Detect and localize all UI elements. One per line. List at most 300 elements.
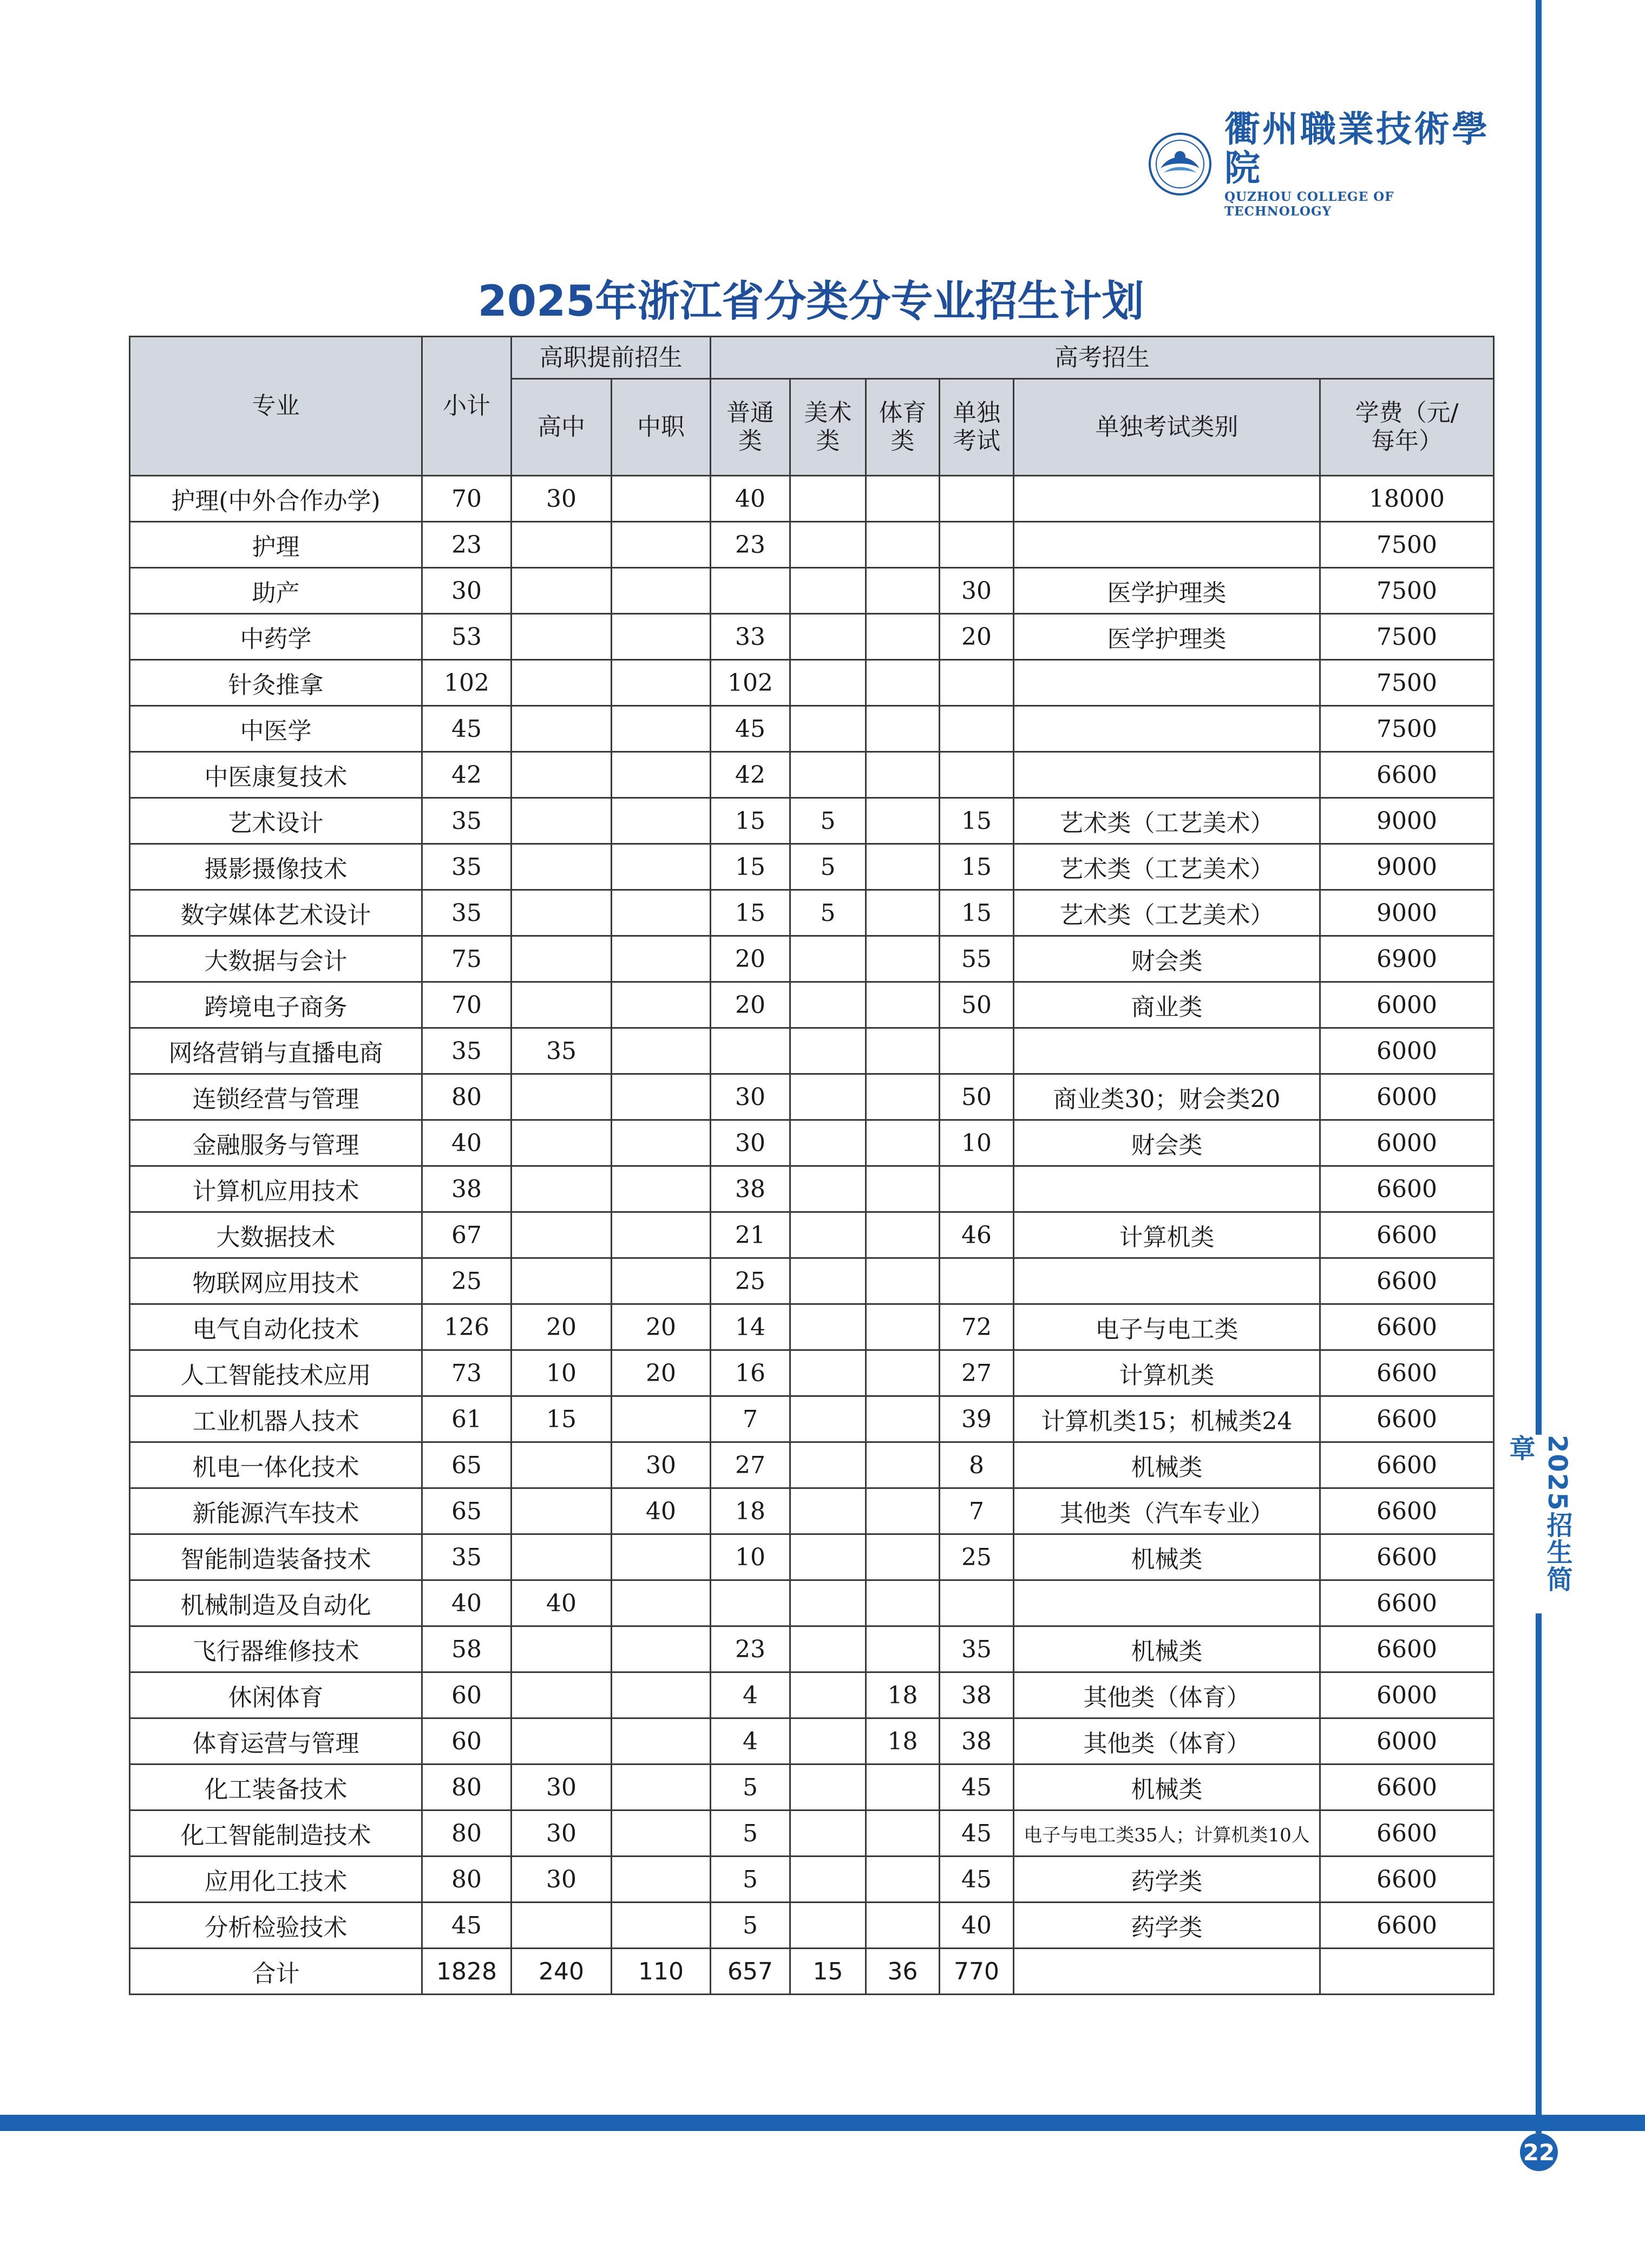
cell-separate-exam: 45 xyxy=(940,1857,1014,1903)
cell-art xyxy=(790,1488,866,1534)
cell-subtotal: 35 xyxy=(422,890,512,936)
cell-regular: 16 xyxy=(711,1350,790,1396)
cell-vocational xyxy=(612,660,711,706)
cell-art xyxy=(790,1903,866,1949)
cell-separate-exam: 15 xyxy=(940,844,1014,890)
cell-tuition: 6000 xyxy=(1320,1120,1494,1166)
cell-regular: 15 xyxy=(711,844,790,890)
cell-subtotal: 61 xyxy=(422,1396,512,1442)
cell-major: 护理(中外合作办学) xyxy=(130,476,422,522)
cell-major: 机械制造及自动化 xyxy=(130,1580,422,1626)
total-row xyxy=(130,1949,1494,1995)
cell-art xyxy=(790,614,866,660)
cell-exam-category: 电子与电工类35人；计算机类10人 xyxy=(1014,1811,1320,1857)
cell-high-school xyxy=(512,660,612,706)
table-row xyxy=(130,1350,1494,1396)
cell-major: 分析检验技术 xyxy=(130,1903,422,1949)
cell-tuition: 6600 xyxy=(1320,1350,1494,1396)
cell-high-school xyxy=(512,936,612,982)
cell-subtotal: 35 xyxy=(422,1534,512,1580)
table-row xyxy=(130,614,1494,660)
cell-regular: 25 xyxy=(711,1258,790,1304)
cell-art xyxy=(790,1626,866,1672)
cell-vocational xyxy=(612,1811,711,1857)
table-row xyxy=(130,1304,1494,1350)
cell-art xyxy=(790,1396,866,1442)
cell-vocational xyxy=(612,844,711,890)
cell-sports xyxy=(866,1534,940,1580)
cell-vocational xyxy=(612,1764,711,1811)
total-label: 合计 xyxy=(130,1949,422,1995)
cell-separate-exam xyxy=(940,476,1014,522)
side-label xyxy=(1499,1435,1578,1613)
cell-high-school xyxy=(512,844,612,890)
cell-sports xyxy=(866,1350,940,1396)
cell-major: 摄影摄像技术 xyxy=(130,844,422,890)
cell-separate-exam: 8 xyxy=(940,1442,1014,1488)
cell-vocational xyxy=(612,1626,711,1672)
cell-regular: 18 xyxy=(711,1488,790,1534)
school-name-en: QUZHOU COLLEGE OF TECHNOLOGY xyxy=(1224,189,1394,219)
table-row xyxy=(130,798,1494,844)
table-row xyxy=(130,1534,1494,1580)
cell-major: 智能制造装备技术 xyxy=(130,1534,422,1580)
cell-regular: 10 xyxy=(711,1534,790,1580)
cell-vocational: 40 xyxy=(612,1488,711,1534)
total-tuition xyxy=(1320,1949,1494,1995)
cell-high-school: 30 xyxy=(512,1764,612,1811)
cell-exam-category: 计算机类15；机械类24 xyxy=(1014,1396,1320,1442)
cell-art xyxy=(790,1764,866,1811)
cell-sports xyxy=(866,798,940,844)
cell-tuition: 6600 xyxy=(1320,1534,1494,1580)
cell-vocational xyxy=(612,1120,711,1166)
cell-tuition: 6600 xyxy=(1320,1304,1494,1350)
header-gaokao-admission: 高考招生 xyxy=(711,337,1494,379)
cell-art xyxy=(790,1857,866,1903)
cell-high-school xyxy=(512,752,612,798)
cell-high-school xyxy=(512,522,612,568)
cell-major: 飞行器维修技术 xyxy=(130,1626,422,1672)
school-logo xyxy=(1148,108,1505,219)
cell-art xyxy=(790,1718,866,1764)
cell-separate-exam: 50 xyxy=(940,1074,1014,1120)
cell-sports xyxy=(866,1074,940,1120)
cell-subtotal: 38 xyxy=(422,1166,512,1212)
cell-regular: 5 xyxy=(711,1811,790,1857)
cell-regular: 21 xyxy=(711,1212,790,1258)
cell-major: 体育运营与管理 xyxy=(130,1718,422,1764)
cell-vocational xyxy=(612,706,711,752)
cell-vocational xyxy=(612,798,711,844)
cell-sports xyxy=(866,982,940,1028)
cell-major: 计算机应用技术 xyxy=(130,1166,422,1212)
cell-regular: 33 xyxy=(711,614,790,660)
cell-vocational xyxy=(612,1672,711,1718)
table-row xyxy=(130,982,1494,1028)
cell-subtotal: 42 xyxy=(422,752,512,798)
cell-major: 人工智能技术应用 xyxy=(130,1350,422,1396)
cell-major: 休闲体育 xyxy=(130,1672,422,1718)
cell-regular: 4 xyxy=(711,1718,790,1764)
cell-tuition: 9000 xyxy=(1320,798,1494,844)
cell-exam-category: 电子与电工类 xyxy=(1014,1304,1320,1350)
table-row xyxy=(130,1488,1494,1534)
cell-tuition: 7500 xyxy=(1320,660,1494,706)
cell-vocational xyxy=(612,1212,711,1258)
cell-subtotal: 65 xyxy=(422,1442,512,1488)
table-row xyxy=(130,476,1494,522)
cell-exam-category xyxy=(1014,1580,1320,1626)
cell-art xyxy=(790,660,866,706)
cell-sports xyxy=(866,1488,940,1534)
cell-high-school xyxy=(512,1488,612,1534)
table-row xyxy=(130,522,1494,568)
cell-tuition: 9000 xyxy=(1320,890,1494,936)
cell-tuition: 6900 xyxy=(1320,936,1494,982)
cell-art xyxy=(790,1074,866,1120)
cell-tuition: 6000 xyxy=(1320,1074,1494,1120)
cell-major: 物联网应用技术 xyxy=(130,1258,422,1304)
total-subtotal: 1828 xyxy=(422,1949,512,1995)
cell-sports xyxy=(866,1442,940,1488)
cell-major: 金融服务与管理 xyxy=(130,1120,422,1166)
cell-major: 电气自动化技术 xyxy=(130,1304,422,1350)
cell-regular: 20 xyxy=(711,936,790,982)
cell-major: 应用化工技术 xyxy=(130,1857,422,1903)
cell-regular: 38 xyxy=(711,1166,790,1212)
cell-high-school xyxy=(512,1718,612,1764)
bottom-bar xyxy=(0,2115,1645,2131)
cell-vocational xyxy=(612,1028,711,1074)
cell-vocational xyxy=(612,1580,711,1626)
cell-exam-category: 商业类30；财会类20 xyxy=(1014,1074,1320,1120)
cell-major: 大数据技术 xyxy=(130,1212,422,1258)
header-separate-exam-category: 单独考试类别 xyxy=(1014,379,1320,476)
cell-sports xyxy=(866,1120,940,1166)
cell-major: 跨境电子商务 xyxy=(130,982,422,1028)
cell-major: 连锁经营与管理 xyxy=(130,1074,422,1120)
cell-sports xyxy=(866,614,940,660)
table-row xyxy=(130,1028,1494,1074)
cell-subtotal: 45 xyxy=(422,1903,512,1949)
cell-vocational xyxy=(612,476,711,522)
cell-tuition: 7500 xyxy=(1320,522,1494,568)
cell-high-school xyxy=(512,1212,612,1258)
table-row xyxy=(130,1718,1494,1764)
table-row xyxy=(130,660,1494,706)
cell-exam-category: 药学类 xyxy=(1014,1857,1320,1903)
cell-regular: 5 xyxy=(711,1857,790,1903)
cell-tuition: 6600 xyxy=(1320,1857,1494,1903)
header-vocational: 中职 xyxy=(612,379,711,476)
total-category xyxy=(1014,1949,1320,1995)
cell-separate-exam xyxy=(940,1258,1014,1304)
cell-tuition: 6600 xyxy=(1320,1580,1494,1626)
cell-sports xyxy=(866,1396,940,1442)
cell-high-school xyxy=(512,1166,612,1212)
cell-high-school xyxy=(512,982,612,1028)
cell-separate-exam: 50 xyxy=(940,982,1014,1028)
cell-exam-category: 机械类 xyxy=(1014,1442,1320,1488)
cell-high-school: 15 xyxy=(512,1396,612,1442)
cell-high-school: 35 xyxy=(512,1028,612,1074)
cell-art xyxy=(790,1166,866,1212)
header-sports: 体育类 xyxy=(866,379,940,476)
total-separate-exam: 770 xyxy=(940,1949,1014,1995)
school-name-cn: 衢州職業技術學院 xyxy=(1224,108,1490,189)
total-high-school: 240 xyxy=(512,1949,612,1995)
cell-regular: 40 xyxy=(711,476,790,522)
cell-sports xyxy=(866,1626,940,1672)
cell-vocational xyxy=(612,1258,711,1304)
cell-separate-exam: 25 xyxy=(940,1534,1014,1580)
cell-subtotal: 23 xyxy=(422,522,512,568)
cell-sports: 18 xyxy=(866,1718,940,1764)
school-emblem-icon xyxy=(1148,132,1213,197)
cell-exam-category xyxy=(1014,706,1320,752)
table-row xyxy=(130,1442,1494,1488)
cell-separate-exam: 20 xyxy=(940,614,1014,660)
cell-tuition: 6600 xyxy=(1320,1166,1494,1212)
cell-separate-exam: 10 xyxy=(940,1120,1014,1166)
cell-exam-category: 计算机类 xyxy=(1014,1212,1320,1258)
cell-art xyxy=(790,1120,866,1166)
cell-vocational xyxy=(612,1718,711,1764)
cell-separate-exam: 72 xyxy=(940,1304,1014,1350)
cell-high-school xyxy=(512,1672,612,1718)
cell-high-school xyxy=(512,1258,612,1304)
side-label-text: 2025招生简章 xyxy=(1505,1435,1572,1593)
table-row xyxy=(130,1074,1494,1120)
cell-exam-category xyxy=(1014,522,1320,568)
cell-tuition: 7500 xyxy=(1320,614,1494,660)
cell-exam-category: 医学护理类 xyxy=(1014,568,1320,614)
header-early-admission: 高职提前招生 xyxy=(512,337,711,379)
cell-sports: 18 xyxy=(866,1672,940,1718)
cell-sports xyxy=(866,522,940,568)
cell-separate-exam xyxy=(940,706,1014,752)
cell-major: 新能源汽车技术 xyxy=(130,1488,422,1534)
cell-tuition: 6000 xyxy=(1320,1028,1494,1074)
cell-separate-exam: 27 xyxy=(940,1350,1014,1396)
table-row xyxy=(130,936,1494,982)
cell-sports xyxy=(866,476,940,522)
cell-regular: 45 xyxy=(711,706,790,752)
cell-major: 数字媒体艺术设计 xyxy=(130,890,422,936)
cell-tuition: 6600 xyxy=(1320,1258,1494,1304)
cell-art xyxy=(790,1442,866,1488)
cell-subtotal: 80 xyxy=(422,1764,512,1811)
cell-sports xyxy=(866,568,940,614)
cell-subtotal: 30 xyxy=(422,568,512,614)
cell-art: 5 xyxy=(790,890,866,936)
cell-vocational: 30 xyxy=(612,1442,711,1488)
table-row xyxy=(130,752,1494,798)
table-row xyxy=(130,1857,1494,1903)
cell-subtotal: 60 xyxy=(422,1672,512,1718)
cell-high-school xyxy=(512,798,612,844)
side-rule xyxy=(1536,0,1542,2133)
cell-regular: 42 xyxy=(711,752,790,798)
cell-regular xyxy=(711,568,790,614)
cell-vocational xyxy=(612,1903,711,1949)
cell-exam-category xyxy=(1014,752,1320,798)
total-sports: 36 xyxy=(866,1949,940,1995)
cell-subtotal: 73 xyxy=(422,1350,512,1396)
cell-subtotal: 80 xyxy=(422,1857,512,1903)
cell-exam-category: 机械类 xyxy=(1014,1764,1320,1811)
cell-vocational xyxy=(612,1857,711,1903)
cell-tuition: 6600 xyxy=(1320,1442,1494,1488)
cell-sports xyxy=(866,660,940,706)
cell-separate-exam: 30 xyxy=(940,568,1014,614)
cell-sports xyxy=(866,890,940,936)
header-art: 美术类 xyxy=(790,379,866,476)
table-row xyxy=(130,1672,1494,1718)
table-row xyxy=(130,844,1494,890)
cell-subtotal: 25 xyxy=(422,1258,512,1304)
cell-regular: 102 xyxy=(711,660,790,706)
cell-regular: 4 xyxy=(711,1672,790,1718)
cell-tuition: 6000 xyxy=(1320,1718,1494,1764)
enrollment-plan-table xyxy=(129,336,1495,1995)
cell-major: 机电一体化技术 xyxy=(130,1442,422,1488)
cell-vocational: 20 xyxy=(612,1350,711,1396)
cell-regular: 7 xyxy=(711,1396,790,1442)
cell-regular: 15 xyxy=(711,890,790,936)
cell-exam-category: 计算机类 xyxy=(1014,1350,1320,1396)
cell-major: 中医康复技术 xyxy=(130,752,422,798)
cell-high-school xyxy=(512,1626,612,1672)
cell-regular: 23 xyxy=(711,522,790,568)
cell-tuition: 6000 xyxy=(1320,1672,1494,1718)
cell-subtotal: 102 xyxy=(422,660,512,706)
cell-regular: 30 xyxy=(711,1120,790,1166)
cell-art: 5 xyxy=(790,798,866,844)
cell-exam-category: 艺术类（工艺美术） xyxy=(1014,798,1320,844)
table-row xyxy=(130,568,1494,614)
cell-subtotal: 35 xyxy=(422,798,512,844)
cell-regular: 27 xyxy=(711,1442,790,1488)
cell-subtotal: 67 xyxy=(422,1212,512,1258)
cell-tuition: 9000 xyxy=(1320,844,1494,890)
cell-subtotal: 80 xyxy=(422,1074,512,1120)
cell-vocational xyxy=(612,1074,711,1120)
cell-tuition: 6600 xyxy=(1320,1396,1494,1442)
cell-separate-exam: 45 xyxy=(940,1811,1014,1857)
cell-exam-category: 其他类（体育） xyxy=(1014,1718,1320,1764)
cell-subtotal: 75 xyxy=(422,936,512,982)
cell-vocational xyxy=(612,752,711,798)
cell-high-school xyxy=(512,706,612,752)
cell-tuition: 6600 xyxy=(1320,1626,1494,1672)
header-tuition: 学费（元/每年） xyxy=(1320,379,1494,476)
cell-regular: 5 xyxy=(711,1903,790,1949)
cell-tuition: 7500 xyxy=(1320,706,1494,752)
cell-tuition: 18000 xyxy=(1320,476,1494,522)
cell-high-school xyxy=(512,568,612,614)
cell-major: 大数据与会计 xyxy=(130,936,422,982)
cell-subtotal: 35 xyxy=(422,1028,512,1074)
cell-vocational xyxy=(612,1166,711,1212)
cell-major: 针灸推拿 xyxy=(130,660,422,706)
header-separate-exam: 单独考试 xyxy=(940,379,1014,476)
cell-separate-exam: 38 xyxy=(940,1672,1014,1718)
table-row xyxy=(130,1120,1494,1166)
cell-art xyxy=(790,1304,866,1350)
cell-high-school xyxy=(512,890,612,936)
cell-regular: 30 xyxy=(711,1074,790,1120)
cell-art xyxy=(790,522,866,568)
cell-sports xyxy=(866,1166,940,1212)
cell-high-school: 20 xyxy=(512,1304,612,1350)
cell-vocational xyxy=(612,1534,711,1580)
page-title: 2025年浙江省分类分专业招生计划 xyxy=(477,277,1144,326)
cell-exam-category xyxy=(1014,1166,1320,1212)
table-row xyxy=(130,706,1494,752)
cell-sports xyxy=(866,1764,940,1811)
cell-separate-exam: 15 xyxy=(940,890,1014,936)
cell-exam-category: 机械类 xyxy=(1014,1534,1320,1580)
cell-subtotal: 70 xyxy=(422,982,512,1028)
cell-major: 助产 xyxy=(130,568,422,614)
table-row xyxy=(130,1212,1494,1258)
cell-regular: 20 xyxy=(711,982,790,1028)
cell-separate-exam xyxy=(940,522,1014,568)
cell-exam-category: 财会类 xyxy=(1014,936,1320,982)
cell-regular xyxy=(711,1028,790,1074)
cell-art xyxy=(790,752,866,798)
total-regular: 657 xyxy=(711,1949,790,1995)
cell-art xyxy=(790,1580,866,1626)
cell-art xyxy=(790,706,866,752)
cell-high-school: 30 xyxy=(512,476,612,522)
cell-major: 网络营销与直播电商 xyxy=(130,1028,422,1074)
table-row xyxy=(130,1764,1494,1811)
cell-exam-category: 机械类 xyxy=(1014,1626,1320,1672)
cell-exam-category: 其他类（体育） xyxy=(1014,1672,1320,1718)
table-row xyxy=(130,890,1494,936)
cell-exam-category: 商业类 xyxy=(1014,982,1320,1028)
cell-sports xyxy=(866,1258,940,1304)
cell-high-school: 30 xyxy=(512,1811,612,1857)
cell-major: 中医学 xyxy=(130,706,422,752)
cell-subtotal: 35 xyxy=(422,844,512,890)
cell-exam-category: 艺术类（工艺美术） xyxy=(1014,844,1320,890)
total-vocational: 110 xyxy=(612,1949,711,1995)
cell-subtotal: 53 xyxy=(422,614,512,660)
cell-sports xyxy=(866,1304,940,1350)
cell-exam-category: 药学类 xyxy=(1014,1903,1320,1949)
cell-tuition: 6600 xyxy=(1320,1811,1494,1857)
cell-high-school xyxy=(512,1074,612,1120)
page-number: 22 xyxy=(1520,2133,1558,2171)
cell-high-school: 10 xyxy=(512,1350,612,1396)
cell-high-school xyxy=(512,1442,612,1488)
cell-major: 化工智能制造技术 xyxy=(130,1811,422,1857)
cell-art xyxy=(790,1534,866,1580)
cell-vocational xyxy=(612,522,711,568)
cell-art: 5 xyxy=(790,844,866,890)
cell-art xyxy=(790,1028,866,1074)
cell-sports xyxy=(866,706,940,752)
cell-sports xyxy=(866,1903,940,1949)
cell-high-school xyxy=(512,1120,612,1166)
cell-sports xyxy=(866,936,940,982)
cell-sports xyxy=(866,1811,940,1857)
cell-separate-exam: 40 xyxy=(940,1903,1014,1949)
